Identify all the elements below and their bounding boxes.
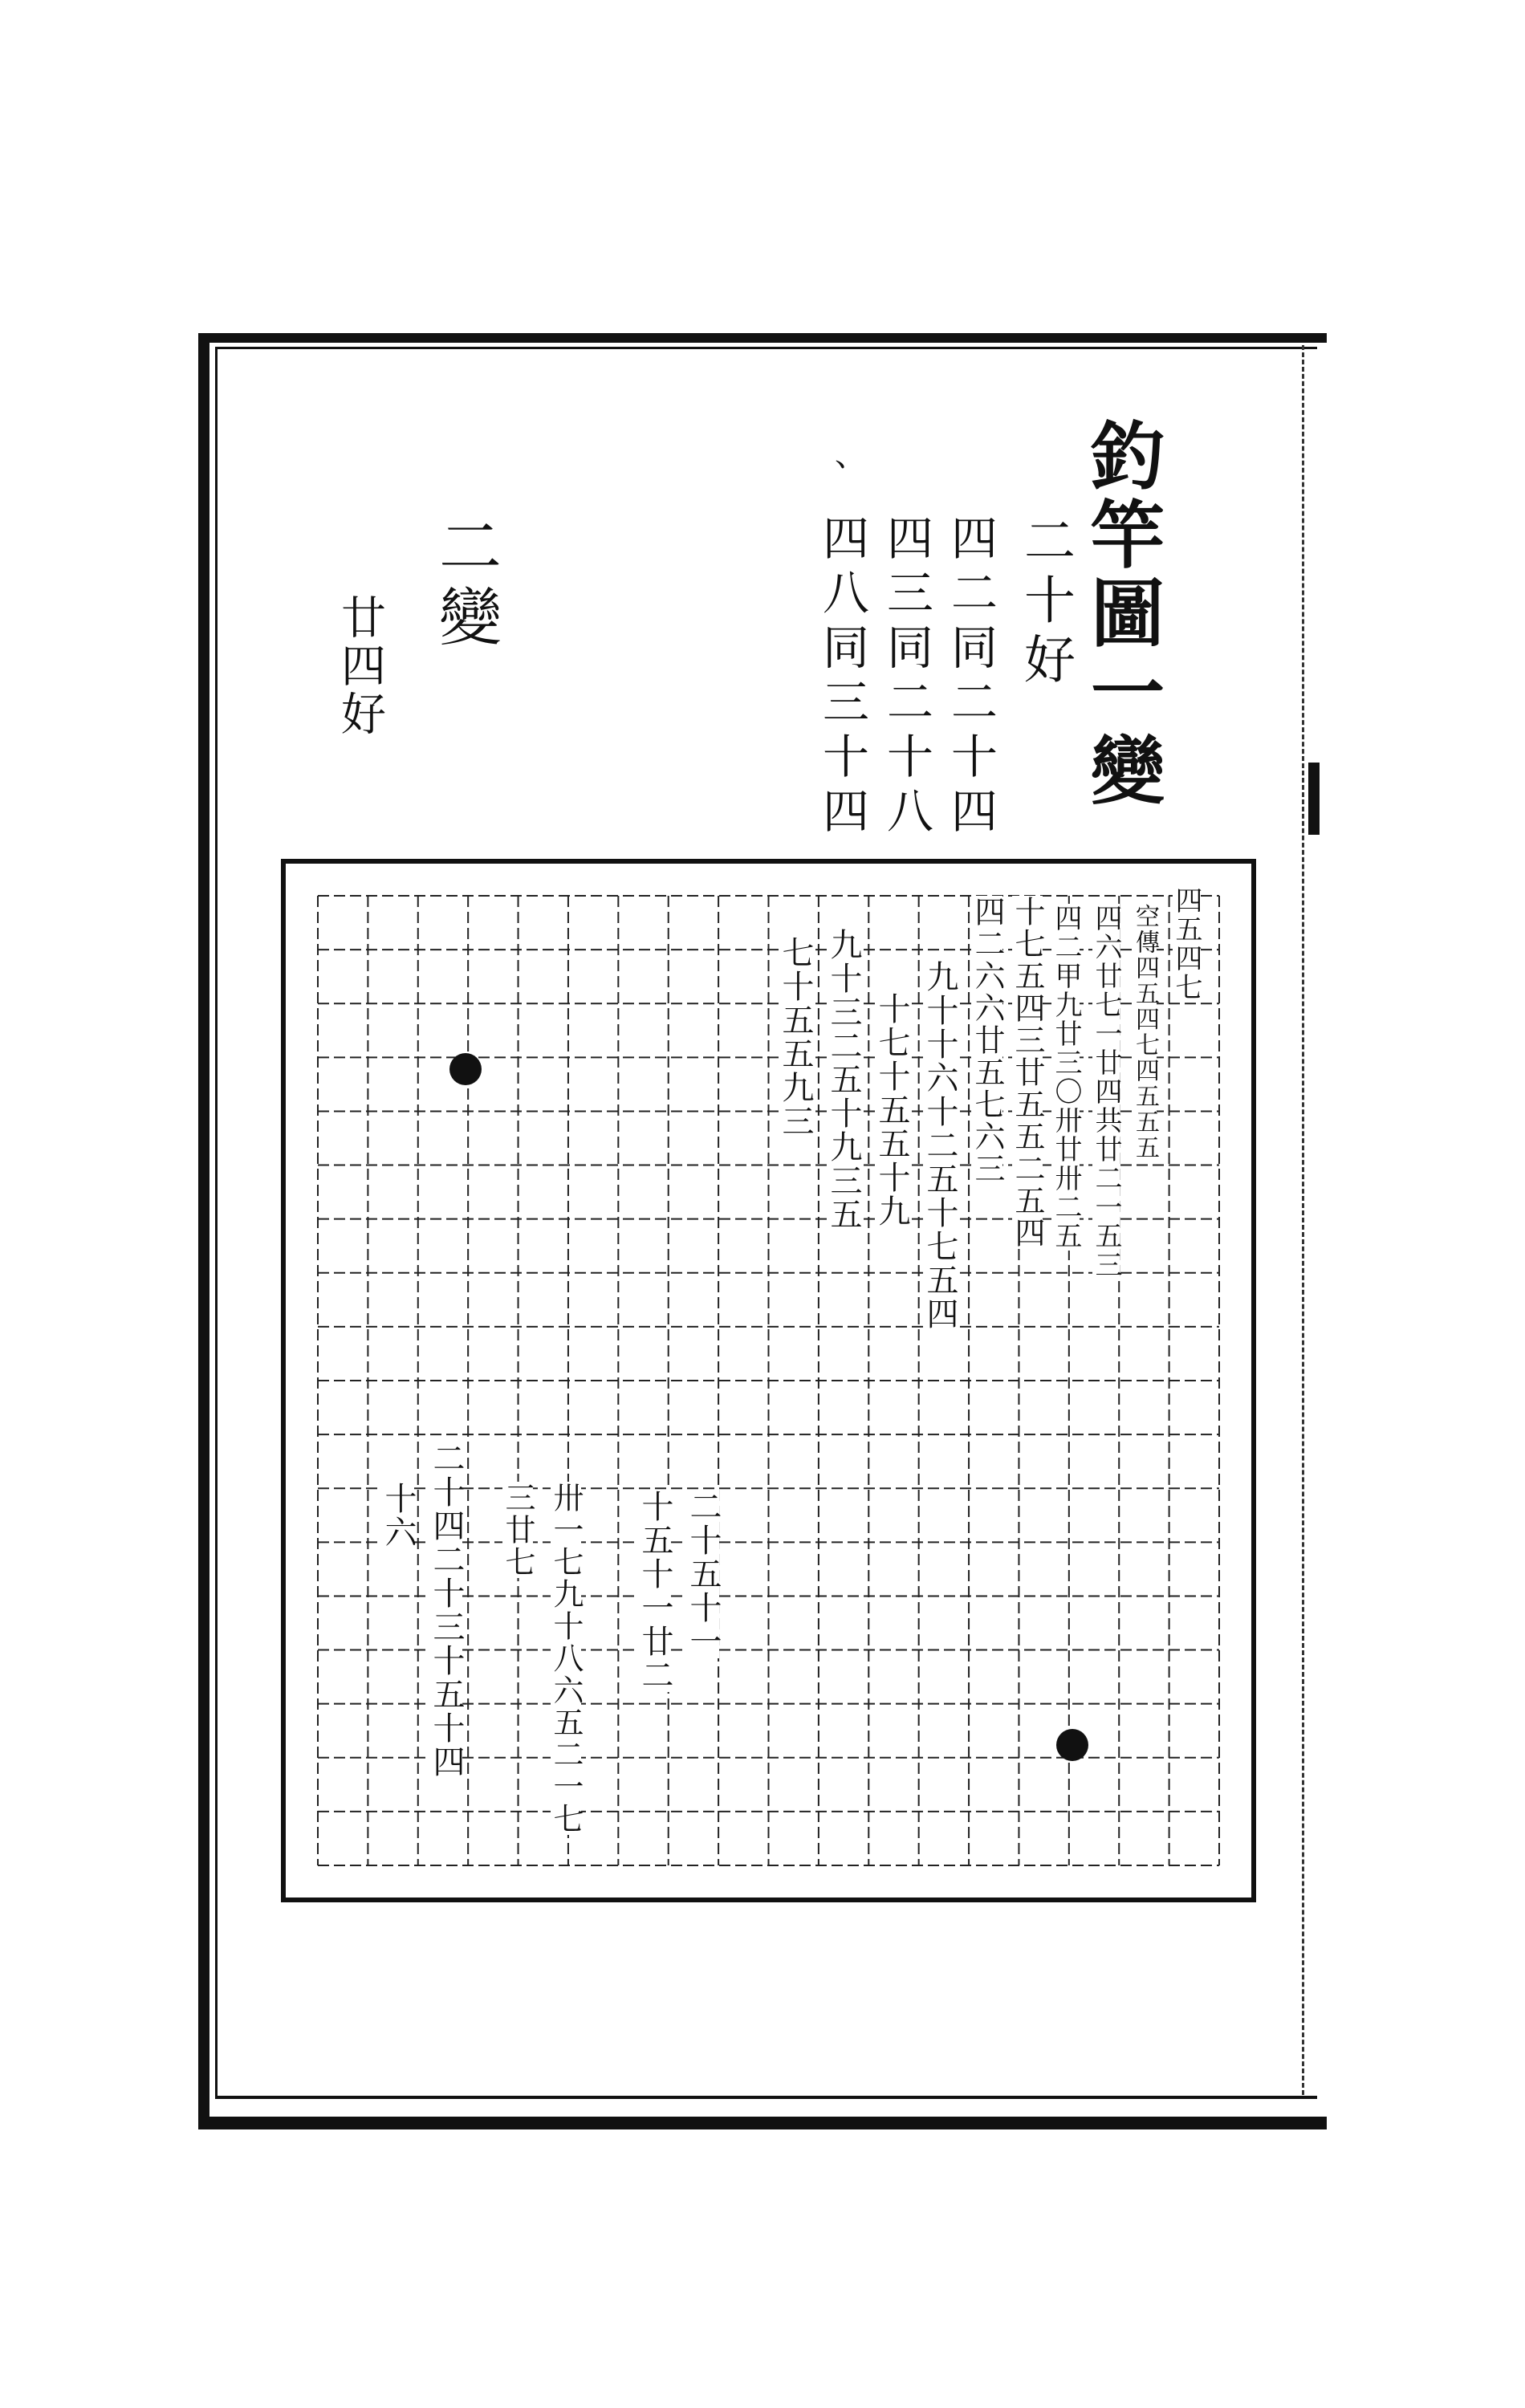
move-column-4: 四二甲九廿三〇卅廿卅二五 [1050,904,1082,1251]
move-column-lower-5: 十五十一廿二 [636,1490,673,1692]
note-left: 廿四好 [334,594,386,738]
note-line-2: 四二同二十四 [943,514,998,841]
page-title: 釣竿圖一變 [1079,417,1165,811]
note-line-3: 四三同二十八 [879,514,933,841]
tick-mark: 、 [835,437,867,474]
move-column-1: 四五四七 [1170,886,1202,1002]
move-column-5: 十七五四三廿五五二五四 [1010,896,1045,1249]
move-column-3: 四六廿七一廿四共廿二一五三 [1090,904,1122,1279]
black-stone [1056,1729,1088,1761]
move-column-lower-1: 二十四二十三十五十四 [428,1442,465,1779]
move-column-lower-3: 三廿七 [500,1482,535,1578]
go-board-diagram [281,859,1256,1902]
move-column-10: 七十五五九三 [777,936,814,1138]
page-gutter-line [1302,345,1317,2095]
move-column-7: 九十十六十二五十七五四 [921,960,958,1331]
move-column-6: 四二六六廿五七六三 [970,896,1005,1185]
move-column-9: 九十三二五十九三五 [825,928,862,1231]
black-stone [449,1053,482,1085]
variation-label: 二變 [429,514,501,655]
move-column-2: 空傳四五四七四五五五 [1131,904,1159,1161]
move-column-lower-6: 二十五十一 [685,1490,722,1658]
move-column-lower-4: 卅一七九十八六五二一七 [548,1482,584,1835]
move-column-lower-2: 十六 [380,1482,417,1549]
move-column-8: 十七十五五十九 [873,992,910,1228]
note-line-1: 二十好 [1015,514,1075,692]
fold-mark [1308,763,1320,835]
note-line-4: 四八同三十四 [815,514,869,841]
